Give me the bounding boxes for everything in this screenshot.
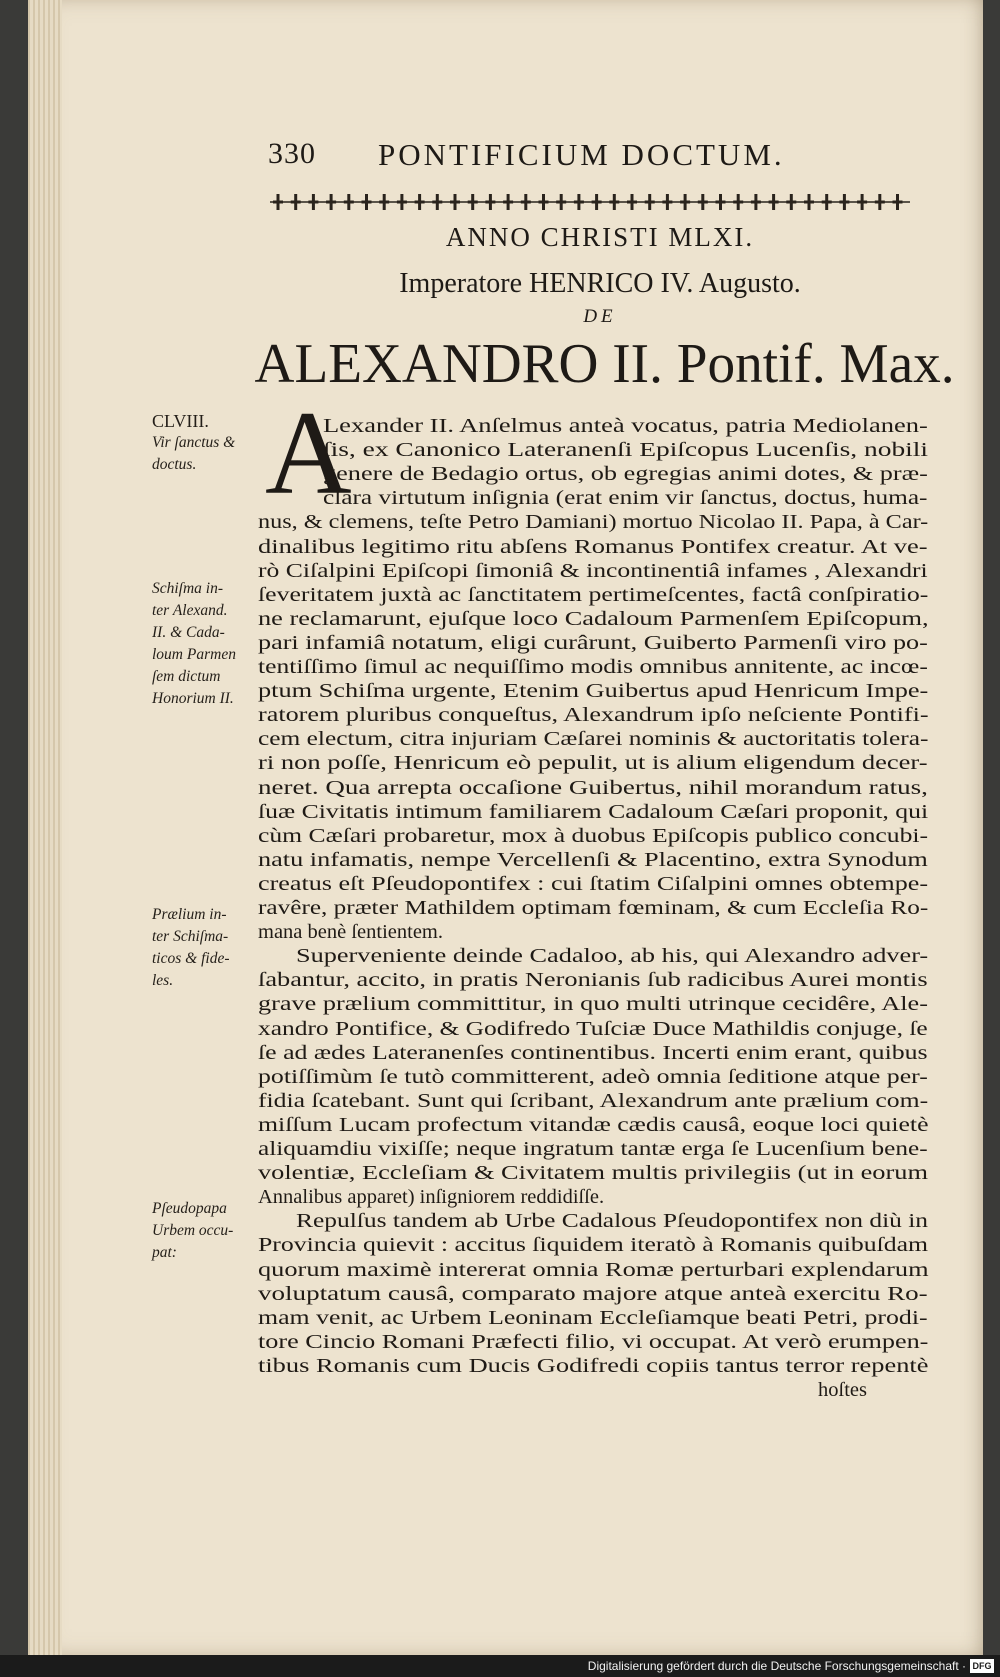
- year-heading: ANNO CHRISTI MLXI.: [445, 222, 755, 252]
- text-line: cem electum, citra injuriam Cæſarei nominis & auctoritatis tolera-: [258, 728, 929, 751]
- margin-note: ſem dictum: [152, 668, 221, 685]
- margin-note: CLVIII.: [152, 411, 209, 431]
- text-line: grave prælium committitur, in quo multi utrinque cecidêre, Ale-: [258, 993, 928, 1016]
- drop-cap: A: [265, 386, 352, 519]
- text-line: quorum maximè intererat omnia Romæ perturbari explendarum: [258, 1258, 929, 1281]
- margin-note: ticos & fide-: [152, 950, 230, 967]
- margin-note: ter Schiſma-: [152, 928, 229, 945]
- margin-note: doctus.: [152, 456, 197, 473]
- page-gutter: [28, 0, 62, 1655]
- text-line: rò Ciſalpini Epiſcopi ſimoniâ & incontinentiâ infames , Alexandri: [258, 559, 928, 582]
- text-line: miſſum Lucam profectum vitandæ cædis causâ, eoque loci quietè: [258, 1113, 929, 1136]
- margin-note: Schiſma in-: [152, 580, 224, 597]
- text-line: ne reclamarunt, ejuſque loco Cadaloum Parmenſem Epiſcopum,: [258, 607, 929, 630]
- text-line: fidia ſcatebant. Sunt qui ſcribant, Alexandrum ante prælium com-: [258, 1089, 929, 1112]
- text-line: voluptatum causâ, comparato majore atque anteà exercitu Ro-: [258, 1282, 928, 1305]
- text-line: volentiæ, Eccleſiam & Civitatem multis privilegiis (ut in eorum: [258, 1162, 928, 1185]
- dfg-logo: DFG: [970, 1659, 994, 1673]
- page-number: 330: [268, 137, 316, 170]
- text-line: cùm Cæſari probaretur, mox à duobus Epiſcopis publico concubi-: [258, 824, 929, 847]
- page-header: [268, 137, 928, 177]
- margin-note: loum Parmen: [152, 646, 236, 663]
- pope-title: ALEXANDRO II. Pontif. Max.: [254, 333, 955, 395]
- text-line: mana benè ſentientem.: [258, 921, 443, 944]
- text-line: genere de Bedagio ortus, ob egregias animi dotes, & præ-: [323, 463, 928, 486]
- text-line: nus, & clemens, teſte Petro Damiani) mortuo Nicolao II. Papa, à Car-: [258, 511, 929, 534]
- margin-note: Honorium II.: [152, 690, 234, 707]
- text-line: xandro Pontifice, & Godifredo Tuſciæ Duce Mathildis conjuge, ſe: [258, 1017, 928, 1040]
- de-heading: DE: [583, 306, 617, 327]
- text-line: tentiſſimo ſimul ac nequiſſimo modis omnibus annitente, ac incœ-: [258, 656, 928, 678]
- text-line: mam venit, ac Urbem Leoninam Eccleſiamque beati Petri, prodi-: [258, 1306, 928, 1329]
- text-line: dinalibus legitimo ritu abſens Romanus Pontifex creatur. At ve-: [258, 535, 928, 558]
- text-line: aliquamdiu vixiſſe; neque ingratum tantæ erga ſe Lucenſium bene-: [258, 1138, 928, 1160]
- text-line: Provincia quievit : accitus ſiquidem iteratò à Romanis quibuſdam: [258, 1234, 929, 1257]
- margin-note: Prælium in-: [152, 906, 227, 923]
- margin-note: Urbem occu-: [152, 1222, 234, 1239]
- text-line: ravêre, præter Mathildem optimam fœminam, & cum Eccleſia Ro-: [258, 897, 929, 919]
- margin-note: Vir ſanctus &: [152, 434, 236, 451]
- text-line: ptum Schiſma urgente, Etenim Guibertus apud Henricum Impe-: [258, 680, 929, 703]
- text-line: potiſſimùm ſe tutò committerent, adeò omnia ſeditione atque per-: [258, 1065, 928, 1088]
- text-line: ratorem pluribus conqueſtus, Alexandrum ipſo neſciente Pontifi-: [258, 704, 929, 727]
- text-line: tore Cincio Romani Præfecti filio, vi occupat. At verò erumpen-: [258, 1330, 929, 1353]
- footer-bar: [0, 1655, 1000, 1677]
- margin-note: ter Alexand.: [152, 602, 228, 619]
- text-line: creatus eſt Pſeudopontifex : cui ſtatim Ciſalpini omnes obtempe-: [258, 872, 929, 895]
- text-line: Superveniente deinde Cadaloo, ab his, qui Alexandro adver-: [296, 945, 929, 968]
- text-line: ri non poſſe, Henricum eò pepulit, ut is alium eligendum decer-: [258, 752, 928, 775]
- text-line: hoſtes: [818, 1379, 867, 1401]
- ornament-rule: [270, 190, 910, 214]
- text-line: ſis, ex Canonico Lateranenſi Epiſcopus Lucenſis, nobili: [323, 439, 929, 462]
- text-line: neret. Qua arrepta occaſione Guibertus, nihil morandum ratus,: [258, 776, 928, 799]
- margin-note: les.: [152, 972, 174, 989]
- margin-note: pat:: [152, 1244, 177, 1261]
- footer-credit: Digitalisierung gefördert durch die Deutsche Forschungsgemeinschaft ·: [587, 1659, 966, 1673]
- text-line: pari infamiâ notatum, eligi curârunt, Guiberto Parmenſi viro po-: [258, 631, 928, 654]
- text-line: ſeveritatem juxtà ac ſanctitatem pertimeſcentes, factâ conſpiratio-: [258, 583, 929, 606]
- running-head: PONTIFICIUM DOCTUM.: [378, 137, 785, 172]
- text-line: natu infamatis, nempe Vercellenſi & Placentino, extra Synodum: [258, 848, 928, 871]
- text-line: ſe ad ædes Lateranenſes continentibus. Incerti enim erant, quibus: [258, 1041, 928, 1064]
- text-line: Repulſus tandem ab Urbe Cadalous Pſeudopontifex non diù in: [296, 1210, 929, 1233]
- margin-note: II. & Cada-: [152, 624, 225, 641]
- text-line: clara virtutum inſignia (erat enim vir ſanctus, doctus, huma-: [323, 487, 928, 510]
- text-line: ſabantur, accito, in pratis Neronianis ſub radicibus Aurei montis: [258, 969, 928, 992]
- text-line: tibus Romanis cum Ducis Godifredi copiis tantus terror repentè: [258, 1354, 929, 1377]
- margin-note: Pſeudopapa: [152, 1200, 227, 1217]
- text-line: ſuæ Civitatis intimum familiarem Cadaloum Cæſari proponit, qui: [258, 800, 929, 823]
- text-line: Annalibus apparet) inſigniorem reddidiſſe.: [258, 1186, 605, 1209]
- emperor-heading: Imperatore HENRICO IV. Augusto.: [399, 268, 801, 299]
- text-line: Lexander II. Anſelmus anteà vocatus, patria Mediolanen-: [323, 415, 928, 437]
